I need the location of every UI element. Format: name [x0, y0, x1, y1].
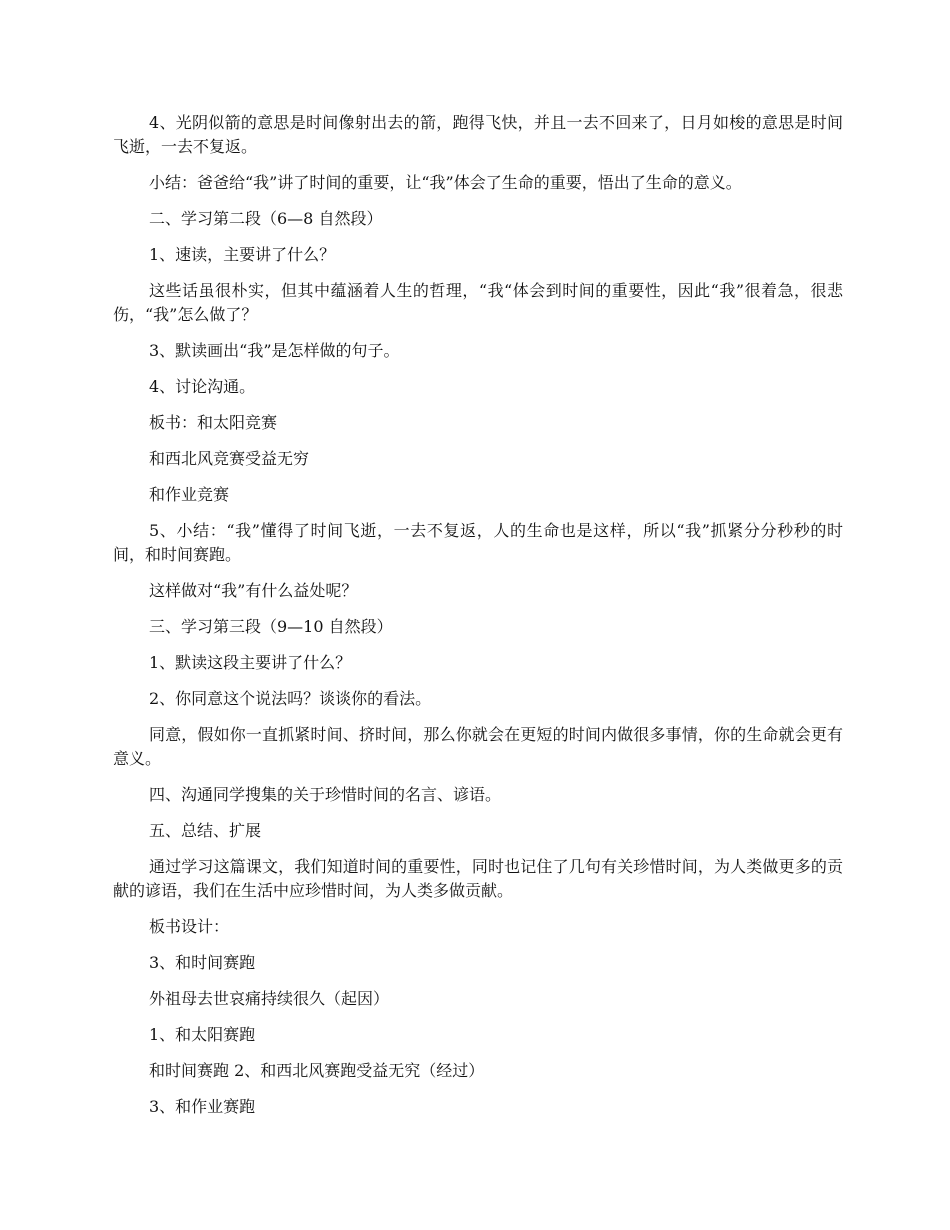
paragraph: 4、光阴似箭的意思是时间像射出去的箭，跑得飞快，并且一去不回来了，日月如梭的意思是时间飞逝，一去不复返。 [113, 113, 843, 156]
board-note: 和西北风竞赛受益无穷 [149, 449, 310, 468]
board-note: 板书：和太阳竞赛 [149, 413, 278, 432]
paragraph: 这样做对“我”有什么益处呢？ [149, 581, 358, 600]
paragraph: 小结：爸爸给“我”讲了时间的重要，让“我”体会了生命的重要，悟出了生命的意义。 [149, 173, 742, 192]
board-design-heading: 板书设计： [149, 917, 230, 936]
board-note: 外祖母去世哀痛持续很久（起因） [149, 989, 390, 1008]
paragraph: 3、默读画出“我”是怎样做的句子。 [149, 341, 400, 360]
paragraph: 1、速读，主要讲了什么？ [149, 245, 336, 264]
board-note: 1、和太阳赛跑 [149, 1025, 256, 1044]
paragraph: 这些话虽很朴实，但其中蕴涵着人生的哲理，“我“体会到时间的重要性，因此“我”很着急，很悲伤，“我”怎么做了？ [113, 281, 843, 324]
board-note: 和作业竞赛 [149, 485, 230, 504]
paragraph: 5、小结：“我”懂得了时间飞逝，一去不复返，人的生命也是这样，所以“我”抓紧分分秒秒的时间，和时间赛跑。 [113, 521, 843, 564]
section-heading: 二、学习第二段（6—8 自然段） [149, 209, 383, 228]
paragraph: 1、默读这段主要讲了什么？ [149, 653, 352, 672]
paragraph: 2、你同意这个说法吗？谈谈你的看法。 [149, 689, 432, 708]
section-heading: 四、沟通同学搜集的关于珍惜时间的名言、谚语。 [149, 785, 502, 804]
paragraph: 4、讨论沟通。 [149, 377, 256, 396]
section-heading: 五、总结、扩展 [149, 821, 262, 840]
paragraph: 通过学习这篇课文，我们知道时间的重要性，同时也记住了几句有关珍惜时间，为人类做更多的贡献的谚语，我们在生活中应珍惜时间，为人类多做贡献。 [113, 857, 843, 900]
paragraph: 同意，假如你一直抓紧时间、挤时间，那么你就会在更短的时间内做很多事情，你的生命就会更有意义。 [113, 725, 843, 768]
document-page [113, 111, 843, 1131]
board-note: 3、和作业赛跑 [149, 1097, 256, 1116]
board-note: 3、和时间赛跑 [149, 953, 256, 972]
section-heading: 三、学习第三段（9—10 自然段） [149, 617, 393, 636]
board-note: 和时间赛跑 2、和西北风赛跑受益无究（经过） [149, 1061, 485, 1080]
